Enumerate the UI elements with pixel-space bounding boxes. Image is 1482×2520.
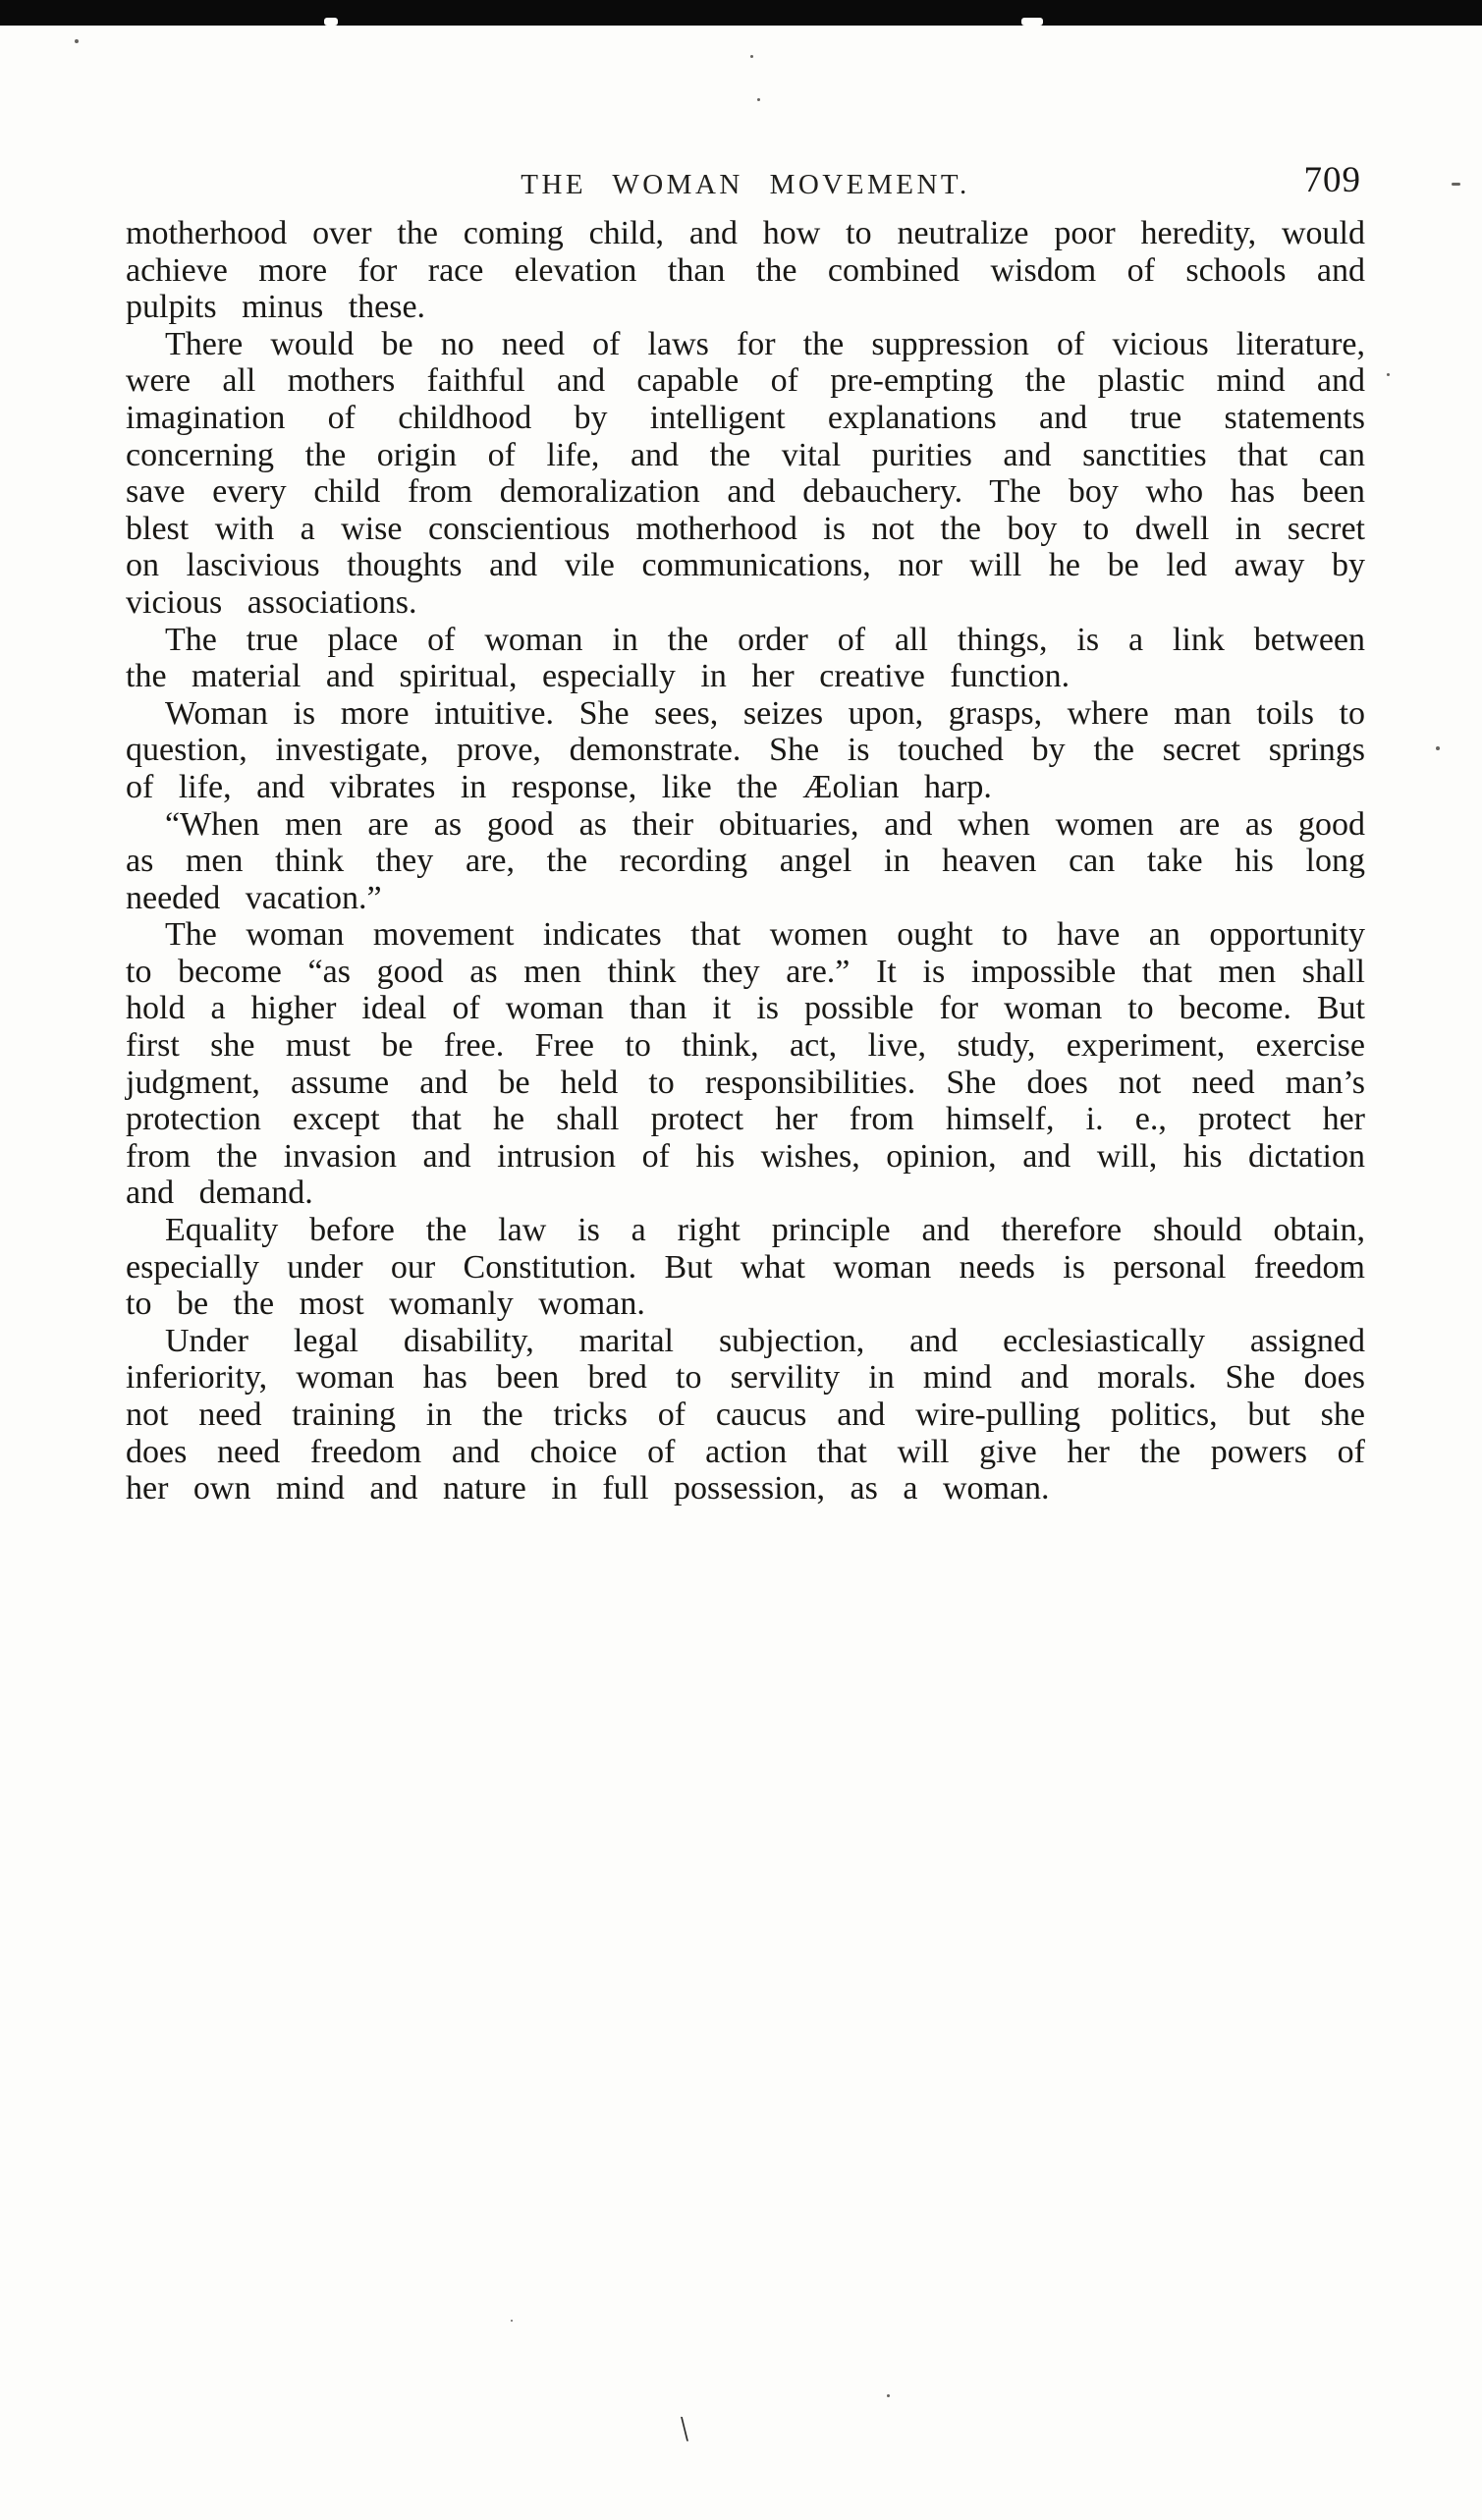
page-body (126, 215, 1365, 1507)
scan-speck (75, 39, 79, 43)
paragraph: Under legal disability, marital subjection, and ecclesiastically assigned inferiority, woman has been bred to servility in mind and morals. She does not need training in the tricks of caucus and wire-pulling politics, but she does need freedom and choice of action that will give her the powers of her own mind and nature in full possession, as a woman. (126, 1322, 1365, 1507)
paragraph: The true place of woman in the order of all things, is a link between the material and spiritual, especially in her creative function. (126, 621, 1365, 695)
paragraph: The woman movement indicates that women ought to have an opportunity to become “as good as men think they are.” It is impossible that men shall hold a higher ideal of woman than it is possible for woman to become. But first she must be free. Free to think, act, live, study, experiment, exercise judgment, assume and be held to responsibilities. She does not need man’s protection except that he shall protect her from himself, i. e., protect her from the invasion and intrusion of his wishes, opinion, and will, his dictation and demand. (126, 916, 1365, 1212)
scan-speck (1387, 373, 1390, 376)
running-title: THE WOMAN MOVEMENT. (521, 169, 970, 200)
page-number: 709 (1303, 160, 1361, 200)
paragraph: Woman is more intuitive. She sees, seizes upon, grasps, where man toils to question, investigate, prove, demonstrate. She is touched by the secret springs of life, and vibrates in response, like the Æolian harp. (126, 694, 1365, 805)
scan-edge-notch (1021, 18, 1043, 26)
scan-speck (750, 55, 753, 58)
paragraph: There would be no need of laws for the suppression of vicious literature, were all mothers faithful and capable of pre-empting the plastic mind and imagination of childhood by intelligent explanations and true statements concerning the origin of life, and the vital purities and sanctities that can save every child from demoralization and debauchery. The boy who has been blest with a wise conscientious motherhood is not the boy to dwell in secret on lascivious thoughts and vile communications, nor will he be led away by vicious associations. (126, 325, 1365, 621)
scan-speck (887, 2394, 890, 2397)
scan-top-edge (0, 0, 1482, 26)
scan-speck (1452, 183, 1460, 186)
scan-speck (1436, 746, 1440, 750)
scan-speck (511, 2320, 513, 2322)
stray-pen-mark: \ (678, 2408, 691, 2449)
page-header (126, 160, 1365, 208)
paragraph: “When men are as good as their obituaries, and when women are as good as men think they are, the recording angel in heaven can take his long needed vacation.” (126, 805, 1365, 916)
scan-edge-notch (324, 18, 338, 26)
paragraph: motherhood over the coming child, and how to neutralize poor heredity, would achieve more for race elevation than the combined wisdom of schools and pulpits minus these. (126, 215, 1365, 326)
scan-speck (757, 98, 760, 101)
paragraph: Equality before the law is a right principle and therefore should obtain, especially under our Constitution. But what woman needs is personal freedom to be the most womanly woman. (126, 1212, 1365, 1323)
